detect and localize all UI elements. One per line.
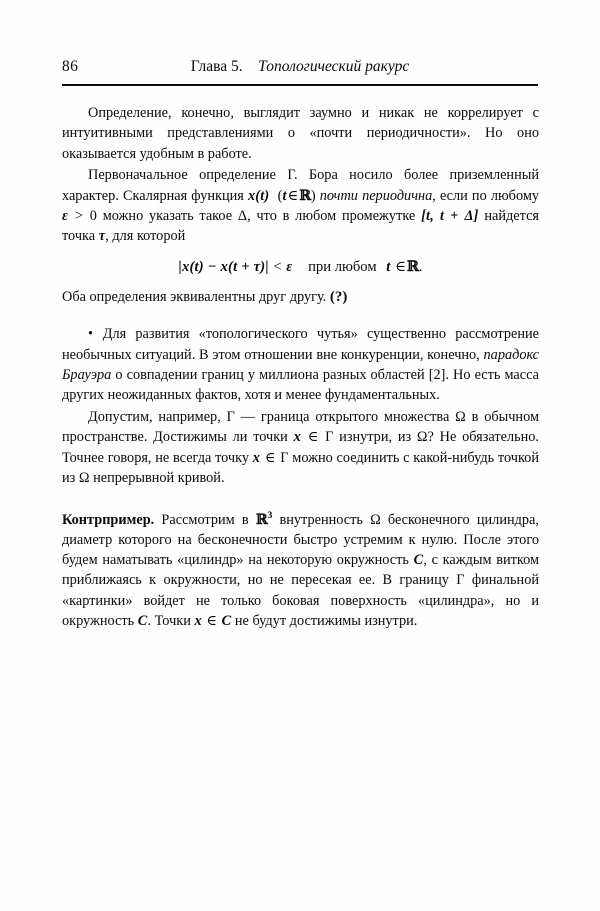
displayed-equation bbox=[62, 256, 539, 278]
counterexample-text-f: . Точки bbox=[147, 613, 195, 630]
equation-relation: < bbox=[273, 258, 282, 275]
math-function-x-of-t: x(t) bbox=[247, 187, 270, 204]
body-text-block bbox=[62, 103, 539, 632]
math-gamma-3: Γ bbox=[280, 449, 289, 466]
math-gamma-1: Γ bbox=[226, 408, 235, 425]
paragraph-boundary-accessibility bbox=[62, 407, 539, 489]
term-brouwer-paradox: парадокс Брауэра bbox=[62, 346, 539, 384]
equivalence-text: Оба определения эквивалентны друг другу. bbox=[62, 288, 327, 305]
counterexample-text-b: внутренность bbox=[272, 511, 371, 528]
question-mark-marker: (?) bbox=[329, 288, 348, 305]
math-gamma-4: Γ bbox=[456, 572, 465, 589]
paragraph-counterexample bbox=[62, 506, 539, 632]
running-head-title bbox=[62, 58, 538, 76]
math-paren-open: ( bbox=[277, 187, 283, 204]
paragraph-definition-remark-text: Определение, конечно, выглядит заумно и никак не коррелирует с интуитивными представлениями о «почти периодичности». Но оно оказывается удобным в работе. bbox=[62, 105, 539, 162]
math-element-of-3: ∈ bbox=[264, 449, 276, 466]
math-element-of-4: ∈ bbox=[206, 613, 217, 630]
math-set-reals: ℝ bbox=[299, 187, 311, 204]
counterexample-text-c: бесконечного цилиндра, диаметр которого на бесконечности быстро устремим к нулю. После этого будем наматывать «цилиндр» на некоторую окружность bbox=[62, 511, 539, 569]
math-interval: [t, t + Δ] bbox=[421, 208, 479, 225]
math-circle-C-1: C bbox=[413, 552, 424, 569]
paragraph-equivalence bbox=[62, 287, 539, 307]
equation-domain-variable: t bbox=[386, 258, 391, 275]
equation-domain-element-of: ∈ bbox=[395, 258, 406, 275]
equation-rhs: ε bbox=[286, 258, 293, 275]
boundary-text-a: Допустим, например, bbox=[88, 408, 227, 425]
math-exponent-3: 3 bbox=[267, 509, 273, 521]
math-point-x-2: x bbox=[252, 449, 261, 466]
boundary-text-d: изнутри, из bbox=[333, 429, 417, 446]
math-circle-C-3: C bbox=[221, 613, 232, 630]
math-omega-3: Ω bbox=[78, 470, 90, 487]
math-element-of: ∈ bbox=[287, 187, 299, 204]
bullet-icon: • bbox=[88, 326, 94, 343]
equation-period: . bbox=[418, 258, 423, 275]
math-epsilon: ε bbox=[62, 208, 69, 225]
topological-intuition-text-a: Для развития «топологического чутья» существенно рассмотрение необычных ситуаций. В этом отношении вне конкуренции, конечно, bbox=[62, 326, 539, 363]
math-tau: τ bbox=[98, 228, 106, 245]
counterexample-text-g: не будут достижимы изнутри. bbox=[231, 613, 418, 630]
chapter-label: Глава 5. bbox=[190, 58, 243, 75]
math-omega-4: Ω bbox=[370, 511, 381, 528]
header-rule bbox=[62, 84, 538, 86]
math-point-x-3: x bbox=[194, 613, 202, 630]
counterexample-text-d: , с каждым витком приближаясь к окружности, но не пересекая ее. В границу bbox=[62, 552, 539, 589]
bohr-lead-text: Первоначальное определение Г. Бора носило более приземленный характер. Скалярная функция bbox=[62, 167, 539, 204]
math-zero: 0 bbox=[89, 208, 97, 225]
bohr-tail-text: можно указать такое bbox=[96, 208, 238, 225]
math-omega-1: Ω bbox=[455, 408, 466, 425]
counterexample-text-e: финальной «картинки» войдет не только боковая поверхность «цилиндра», но и окружность bbox=[62, 572, 539, 630]
math-element-of-2: ∈ bbox=[307, 429, 319, 446]
math-paren-close: ) bbox=[310, 187, 316, 204]
paragraph-topological-intuition bbox=[62, 324, 539, 406]
math-greater-than: > bbox=[74, 208, 83, 225]
bohr-mid-text: , если по любому bbox=[432, 187, 540, 204]
page-header bbox=[62, 58, 538, 80]
counterexample-label: Контрпример. bbox=[62, 511, 155, 528]
math-variable-t: t bbox=[282, 187, 287, 204]
math-omega-2: Ω bbox=[416, 429, 428, 446]
math-set-reals-3d: ℝ bbox=[255, 511, 268, 528]
bohr-tail-text-3: найдется точка bbox=[62, 208, 539, 245]
page-number: 86 bbox=[62, 58, 79, 75]
math-gamma-2: Γ bbox=[325, 429, 334, 446]
boundary-text-e: ? Не обязательно. Точнее говоря, не всегда точку bbox=[62, 429, 540, 466]
counterexample-text-a: Рассмотрим в bbox=[154, 511, 256, 528]
math-point-x-1: x bbox=[293, 429, 301, 446]
boundary-text-c: в обычном пространстве. Достижимы ли точки bbox=[62, 408, 539, 446]
math-circle-C-2: C bbox=[137, 613, 148, 630]
boundary-text-f: можно соединить с какой-нибудь точкой из bbox=[62, 449, 539, 487]
equation-lhs: |x(t) − x(t + τ)| bbox=[178, 258, 269, 275]
equation-qualifier-text: при любом bbox=[308, 258, 377, 275]
paragraph-definition-remark bbox=[62, 103, 539, 164]
equation-domain-set: ℝ bbox=[406, 257, 419, 275]
term-almost-periodic: почти периодична bbox=[319, 187, 433, 204]
math-delta: Δ bbox=[237, 208, 248, 225]
paragraph-bohr-definition bbox=[62, 165, 539, 247]
bohr-tail-text-2: , что в любом промежутке bbox=[247, 208, 422, 225]
boundary-text-g: непрерывной кривой. bbox=[89, 470, 225, 487]
chapter-title: Топологический ракурс bbox=[258, 58, 410, 75]
topological-intuition-text-b: о совпадении границ у миллиона разных областей [2]. Но есть масса других неожиданных фактов, хотя и менее фундаментальных. bbox=[62, 367, 539, 404]
bohr-tail-text-4: , для которой bbox=[105, 228, 186, 245]
boundary-text-b: — граница открытого множества bbox=[234, 408, 456, 425]
